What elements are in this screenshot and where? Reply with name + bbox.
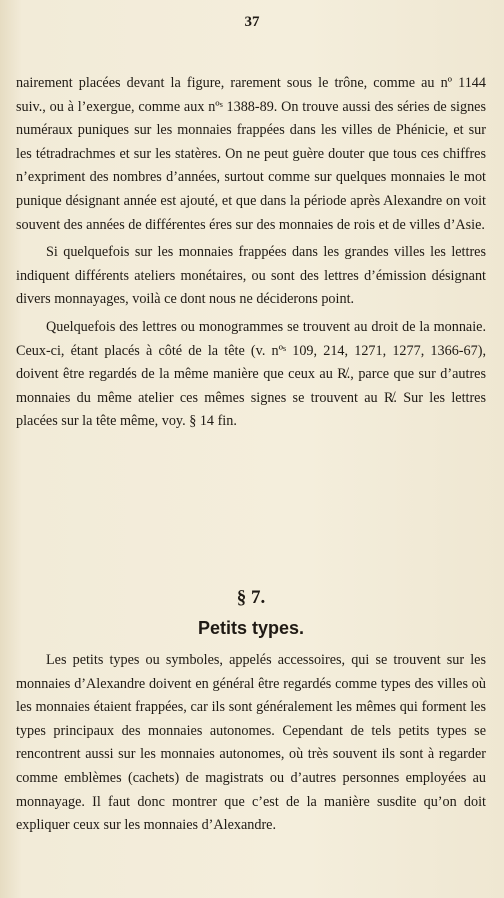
section-block (16, 585, 486, 842)
paragraph: Les petits types ou symboles, appelés accessoires, qui se trouvent sur les monnaies d’Alexandre doivent en général être regardés comme types des villes où les monnaies étaient frappées, car ils sont généralement les mêmes qui forment les types principaux des monnaies autonomes. Cependant de tels petits types se rencontrent aussi sur les monnaies autonomes, où très souvent ils sont à regarder comme emblèmes (cachets) de magistrats ou d’autres personnes employées au monnayage. Il faut donc montrer que c’est de la manière susdite qu’on doit expliquer ceux sur les monnaies d’Alexandre. (16, 652, 486, 834)
page-number: 37 (244, 14, 260, 30)
section-number: § 7. (236, 587, 266, 608)
paragraph: Si quelquefois sur les monnaies frappées dans les grandes villes les lettres indiquent différents ateliers monétaires, ou sont des lettres d’émission désignant divers monnayages, voilà ce dont nous ne déciderons point. (16, 244, 486, 308)
section-title: Petits types. (197, 618, 305, 638)
paragraph: Quelquefois des lettres ou monogrammes se trouvent au droit de la monnaie. Ceux-ci, étant placés à côté de la tête (v. nºˢ 109, 214, 1271, 1277, 1366-67), doivent être regardés de la même manière que ceux au R̸., parce que sur d’autres monnaies du même atelier ces mêmes signes se trouvent au R̸. Sur les lettres placées sur la tête même, voy. § 14 fin. (16, 318, 486, 430)
top-text-block (16, 72, 486, 438)
paragraph: nairement placées devant la figure, rarement sous le trône, comme au nº 1144 suiv., ou à l’exergue, comme aux nºˢ 1388-89. On trouve aussi des séries de signes numéraux puniques sur les monnaies frappées dans les villes de Phénicie, et sur les tétradrachmes et sur les statères. On ne peut guère douter que tous ces chiffres n’expriment des nombres d’années, surtout comme sur quelques monnaies le mot punique désignant année est ajouté, et que dans la période après Alexandre on voit souvent des années de différentes éres sur des monnaies de rois et de villes d’Asie. (16, 75, 486, 233)
